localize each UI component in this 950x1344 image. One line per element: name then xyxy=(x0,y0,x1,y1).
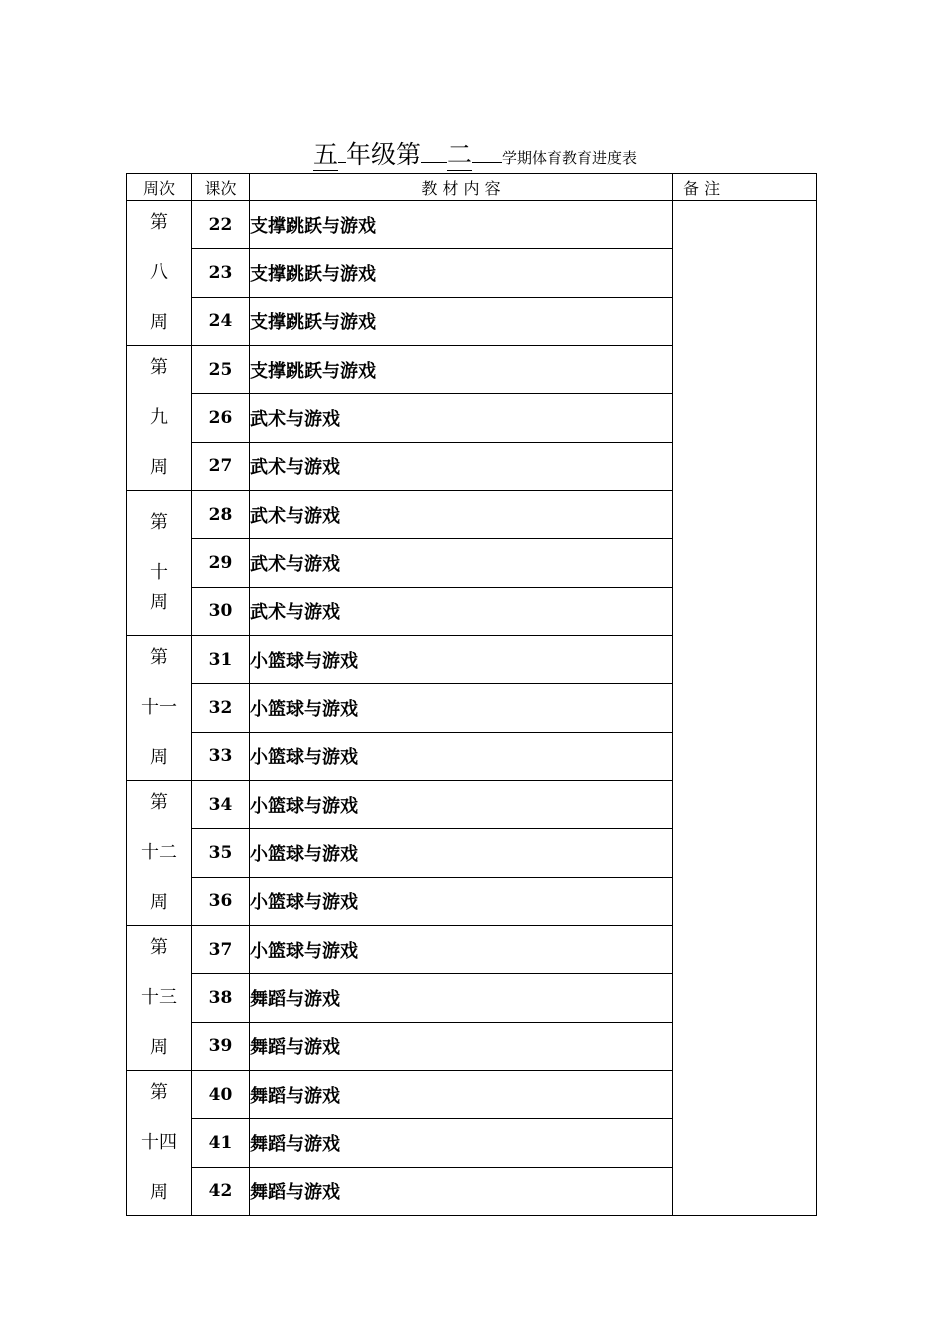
lesson-content: 小篮球与游戏 xyxy=(250,636,673,684)
header-row xyxy=(127,174,817,201)
week-label-bottom: 周 xyxy=(150,312,168,333)
week-label-top: 第 xyxy=(150,647,168,668)
remark-cell xyxy=(673,201,817,1216)
lesson-content: 舞蹈与游戏 xyxy=(250,1119,673,1167)
week-cell xyxy=(127,491,192,636)
lesson-content: 小篮球与游戏 xyxy=(250,877,673,925)
week-cell xyxy=(127,636,192,781)
lesson-content: 支撑跳跃与游戏 xyxy=(250,297,673,345)
week-label-mid: 十 xyxy=(150,562,168,583)
lesson-number: 27 xyxy=(192,442,250,490)
week-label-top: 第 xyxy=(150,512,168,533)
lesson-number: 22 xyxy=(192,201,250,249)
schedule-table xyxy=(126,173,817,1216)
lesson-number: 24 xyxy=(192,297,250,345)
lesson-number: 29 xyxy=(192,539,250,587)
title-grade: 五 xyxy=(312,140,338,169)
lesson-number: 31 xyxy=(192,636,250,684)
lesson-number: 30 xyxy=(192,587,250,635)
week-label-top: 第 xyxy=(150,792,168,813)
week-cell xyxy=(127,926,192,1071)
lesson-content: 小篮球与游戏 xyxy=(250,926,673,974)
lesson-content: 舞蹈与游戏 xyxy=(250,1167,673,1215)
title-term-underline-right xyxy=(472,132,502,163)
lesson-number: 28 xyxy=(192,491,250,539)
lesson-number: 23 xyxy=(192,249,250,297)
title-term-underline-left xyxy=(421,132,447,163)
lesson-number: 35 xyxy=(192,829,250,877)
week-label-mid: 十二 xyxy=(141,842,177,863)
lesson-content: 支撑跳跃与游戏 xyxy=(250,249,673,297)
lesson-number: 41 xyxy=(192,1119,250,1167)
title-suffix: 学期体育教育进度表 xyxy=(502,149,638,167)
week-label-top: 第 xyxy=(150,357,168,378)
week-cell xyxy=(127,781,192,926)
week-label-top: 第 xyxy=(150,937,168,958)
lesson-content: 舞蹈与游戏 xyxy=(250,1022,673,1070)
title-grade-suffix: 年级第 xyxy=(345,140,421,169)
title-term: 二 xyxy=(447,140,473,169)
lesson-content: 小篮球与游戏 xyxy=(250,732,673,780)
week-label-mid: 九 xyxy=(150,407,168,428)
table-row xyxy=(127,201,817,249)
lesson-content: 武术与游戏 xyxy=(250,539,673,587)
lesson-content: 舞蹈与游戏 xyxy=(250,974,673,1022)
lesson-number: 40 xyxy=(192,1071,250,1119)
lesson-content: 支撑跳跃与游戏 xyxy=(250,346,673,394)
header-lesson: 课次 xyxy=(192,174,250,201)
week-label-mid: 十三 xyxy=(141,987,177,1008)
lesson-content: 舞蹈与游戏 xyxy=(250,1071,673,1119)
lesson-content: 小篮球与游戏 xyxy=(250,781,673,829)
lesson-number: 25 xyxy=(192,346,250,394)
lesson-content: 武术与游戏 xyxy=(250,394,673,442)
lesson-content: 小篮球与游戏 xyxy=(250,684,673,732)
page-title xyxy=(0,132,950,170)
header-remark: 备 注 xyxy=(673,174,817,201)
lesson-number: 26 xyxy=(192,394,250,442)
lesson-number: 42 xyxy=(192,1167,250,1215)
week-cell xyxy=(127,346,192,491)
lesson-content: 武术与游戏 xyxy=(250,587,673,635)
header-week: 周次 xyxy=(127,174,192,201)
schedule-body xyxy=(127,201,817,1216)
lesson-number: 33 xyxy=(192,732,250,780)
week-label-bottom: 周 xyxy=(150,1182,168,1203)
header-content: 教 材 内 容 xyxy=(250,174,673,201)
lesson-content: 武术与游戏 xyxy=(250,442,673,490)
title-grade-underline-gap xyxy=(338,132,346,163)
week-label-bottom: 周 xyxy=(150,592,168,613)
week-label-mid: 十四 xyxy=(141,1132,177,1153)
week-cell xyxy=(127,201,192,346)
week-label-bottom: 周 xyxy=(150,747,168,768)
lesson-number: 32 xyxy=(192,684,250,732)
lesson-number: 34 xyxy=(192,781,250,829)
week-label-top: 第 xyxy=(150,1082,168,1103)
lesson-number: 38 xyxy=(192,974,250,1022)
lesson-number: 39 xyxy=(192,1022,250,1070)
week-label-bottom: 周 xyxy=(150,457,168,478)
week-label-bottom: 周 xyxy=(150,1037,168,1058)
week-label-top: 第 xyxy=(150,212,168,233)
week-label-mid: 十一 xyxy=(141,697,177,718)
week-label-mid: 八 xyxy=(150,262,168,283)
week-label-bottom: 周 xyxy=(150,892,168,913)
lesson-number: 37 xyxy=(192,926,250,974)
lesson-content: 武术与游戏 xyxy=(250,491,673,539)
week-cell xyxy=(127,1071,192,1216)
lesson-number: 36 xyxy=(192,877,250,925)
lesson-content: 支撑跳跃与游戏 xyxy=(250,201,673,249)
lesson-content: 小篮球与游戏 xyxy=(250,829,673,877)
